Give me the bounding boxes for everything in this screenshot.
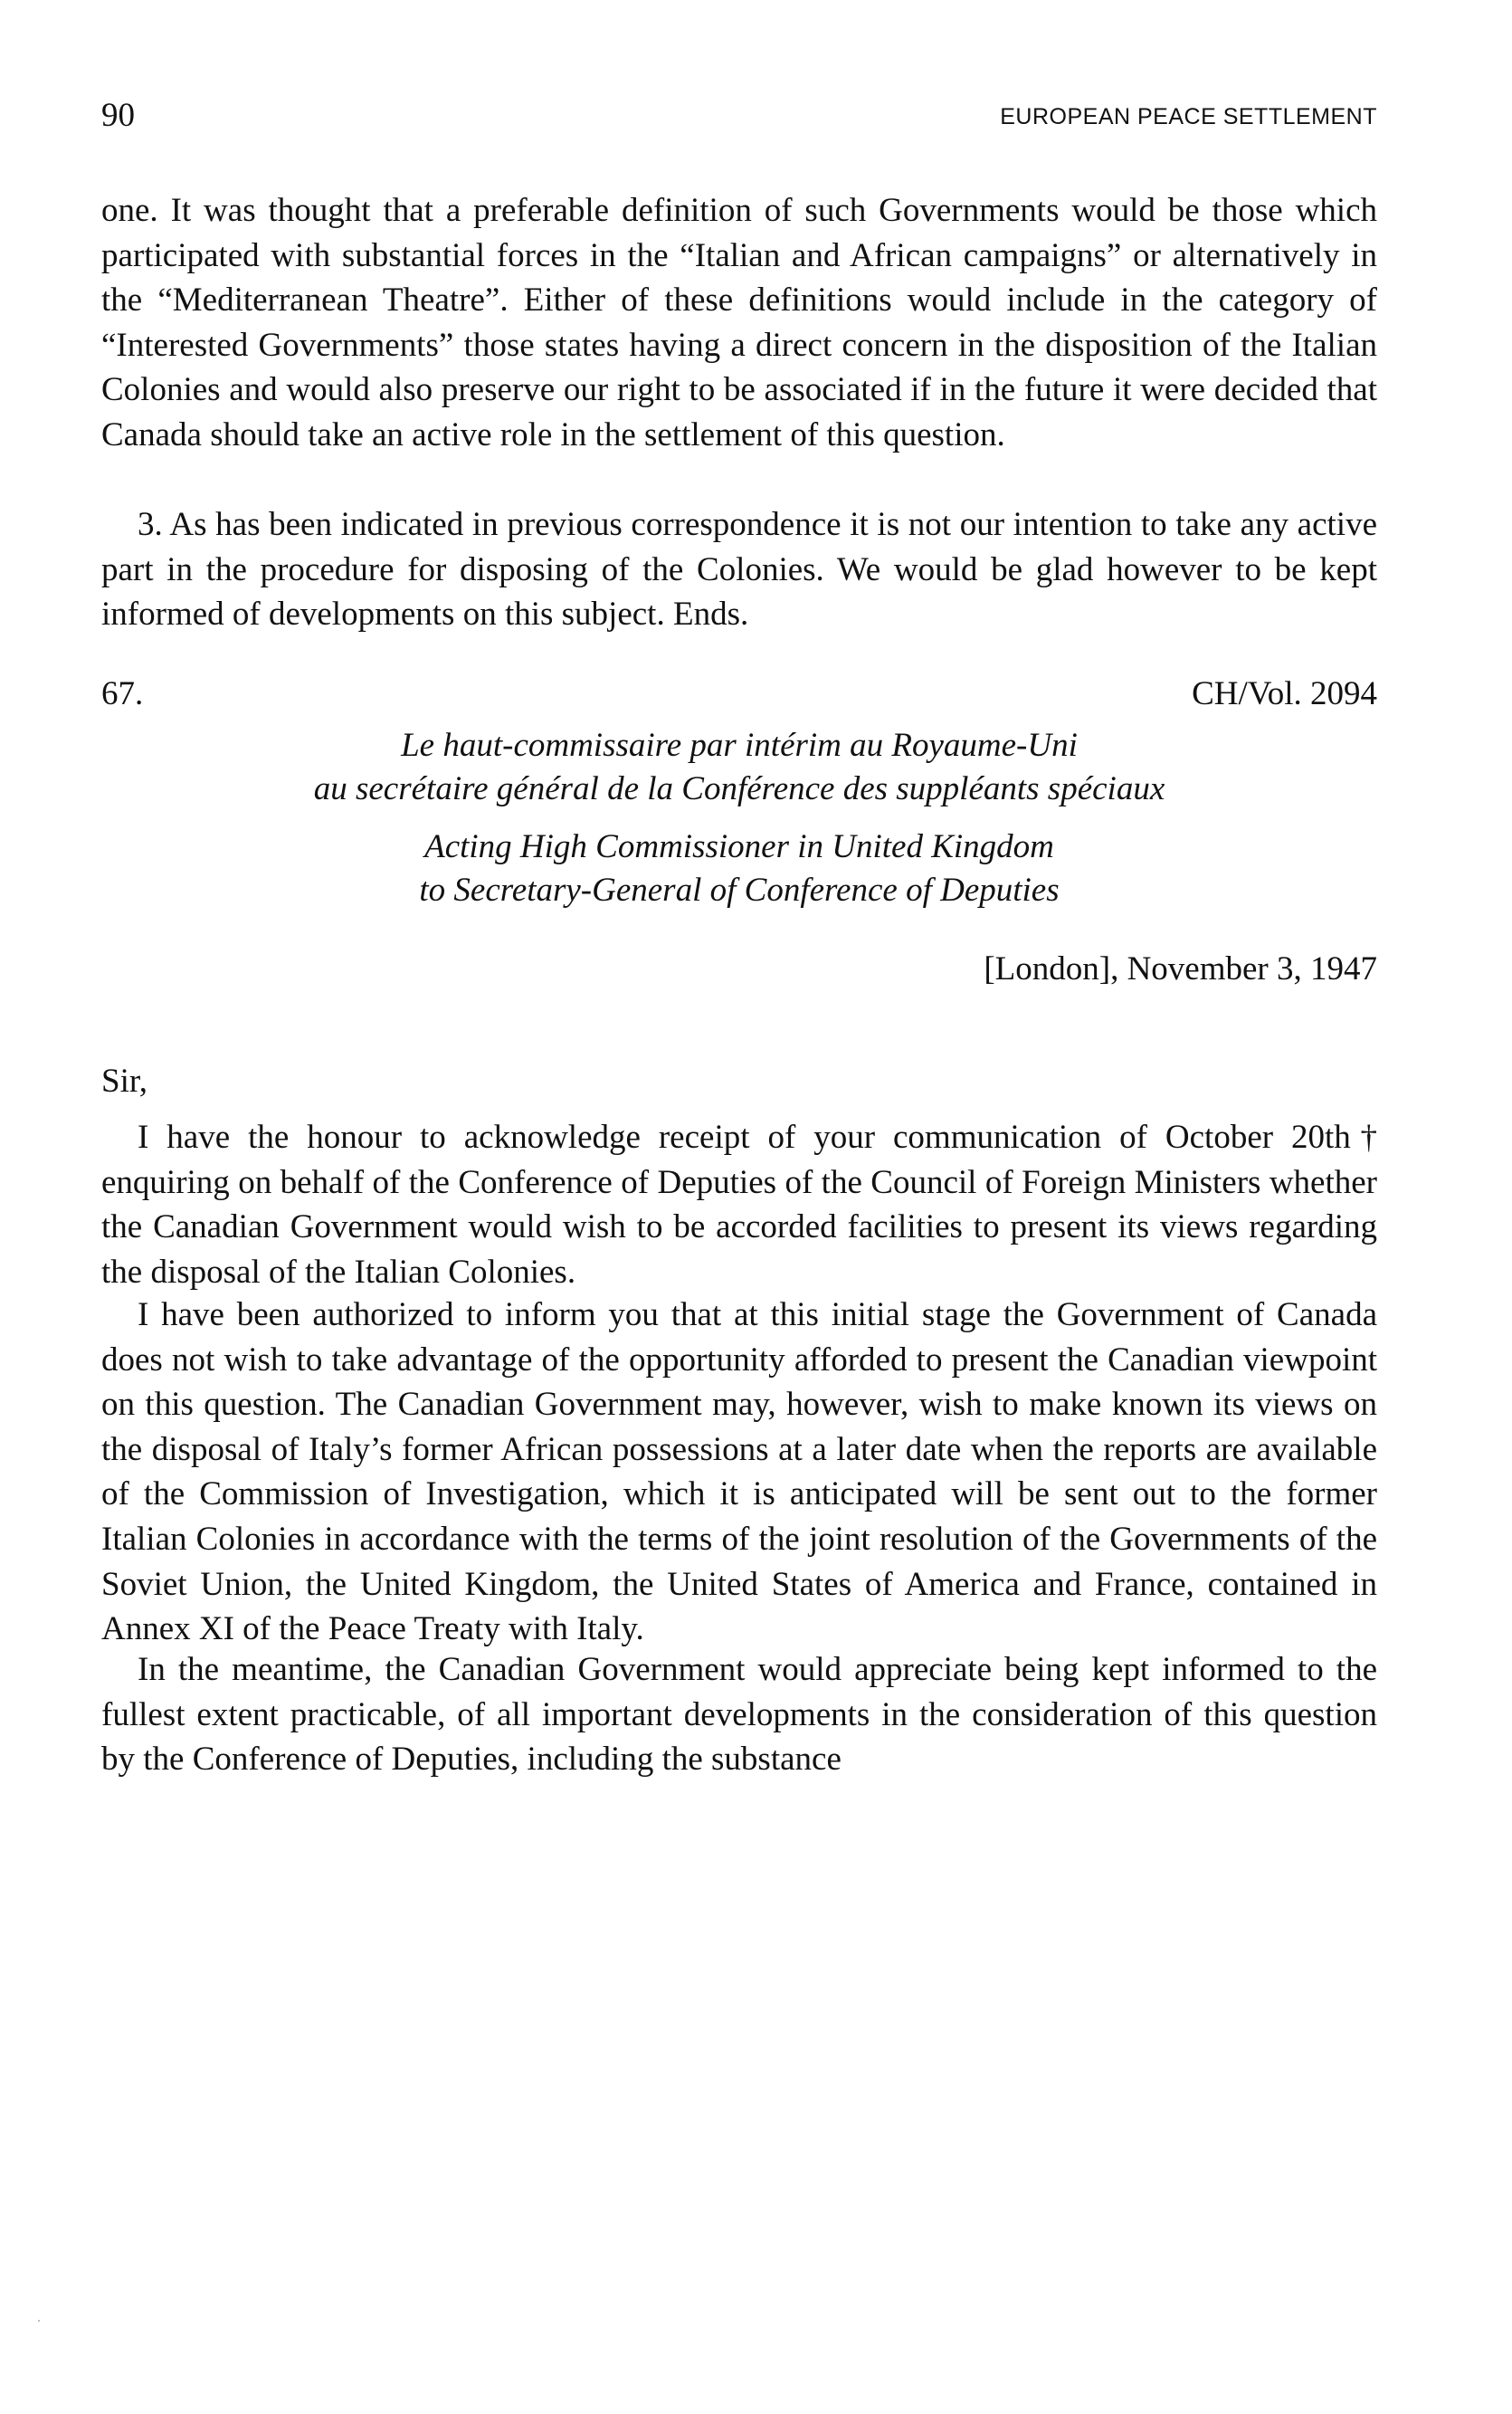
- salutation: Sir,: [101, 1063, 147, 1100]
- heading-french: [101, 724, 1377, 811]
- heading-french-line-2: au secrétaire général de la Conférence des suppléants spéciaux: [313, 770, 1165, 807]
- document-number-row: [101, 672, 1377, 717]
- heading-english-line-1: Acting High Commissioner in United Kingdom: [424, 828, 1054, 865]
- scan-speck: [38, 2320, 40, 2322]
- paragraph-3: 3. As has been indicated in previous correspondence it is not our intention to take any active part in the procedure for disposing of the Colonies. We would be glad however to be kept informed of developments on this subject. Ends.: [101, 506, 1377, 634]
- page-header: [101, 98, 1377, 134]
- continued-paragraph: one. It was thought that a preferable definition of such Governments would be those which participated with substantial forces in the “Italian and African campaigns” or alternatively in the “Mediterranean Theatre”. Either of these definitions would include in the category of “Interested Governments” those states having a direct concern in the disposition of the Italian Colonies and would also preserve our right to be associated if in the future it were decided that Canada should take an active role in the settlement of this question.: [101, 192, 1377, 453]
- page-number: 90: [101, 97, 135, 134]
- document-number: 67.: [101, 675, 144, 712]
- dateline: [London], November 3, 1947: [984, 950, 1377, 988]
- letter-paragraph-3: In the meantime, the Canadian Government would appreciate being kept informed to the fullest extent practicable, of all important developments in the consideration of this question by the Conference of Deputies, including the substance: [101, 1651, 1377, 1779]
- document-reference: CH/Vol. 2094: [1192, 675, 1377, 712]
- running-head: EUROPEAN PEACE SETTLEMENT: [1000, 104, 1377, 129]
- letter-paragraph-1: I have the honour to acknowledge receipt of your communication of October 20th† enquiring on behalf of the Conference of Deputies of the Council of Foreign Ministers whether the Canadian Government would wish to be accorded facilities to present its views regarding the disposal of the Italian Colonies.: [101, 1119, 1377, 1291]
- heading-english-line-2: to Secretary-General of Conference of Deputies: [419, 872, 1060, 909]
- heading-english: [101, 825, 1377, 912]
- letter-paragraph-2: I have been authorized to inform you that at this initial stage the Government of Canada does not wish to take advantage of the opportunity afforded to present the Canadian viewpoint on this question. The Canadian Government may, however, wish to make known its views on the disposal of Italy’s former African possessions at a later date when the reports are available of the Commission of Investigation, which it is anticipated will be sent out to the former Italian Colonies in accordance with the terms of the joint resolution of the Governments of the Soviet Union, the United Kingdom, the United States of America and France, contained in Annex XI of the Peace Treaty with Italy.: [101, 1296, 1377, 1648]
- heading-french-line-1: Le haut-commissaire par intérim au Royaume-Uni: [401, 727, 1078, 764]
